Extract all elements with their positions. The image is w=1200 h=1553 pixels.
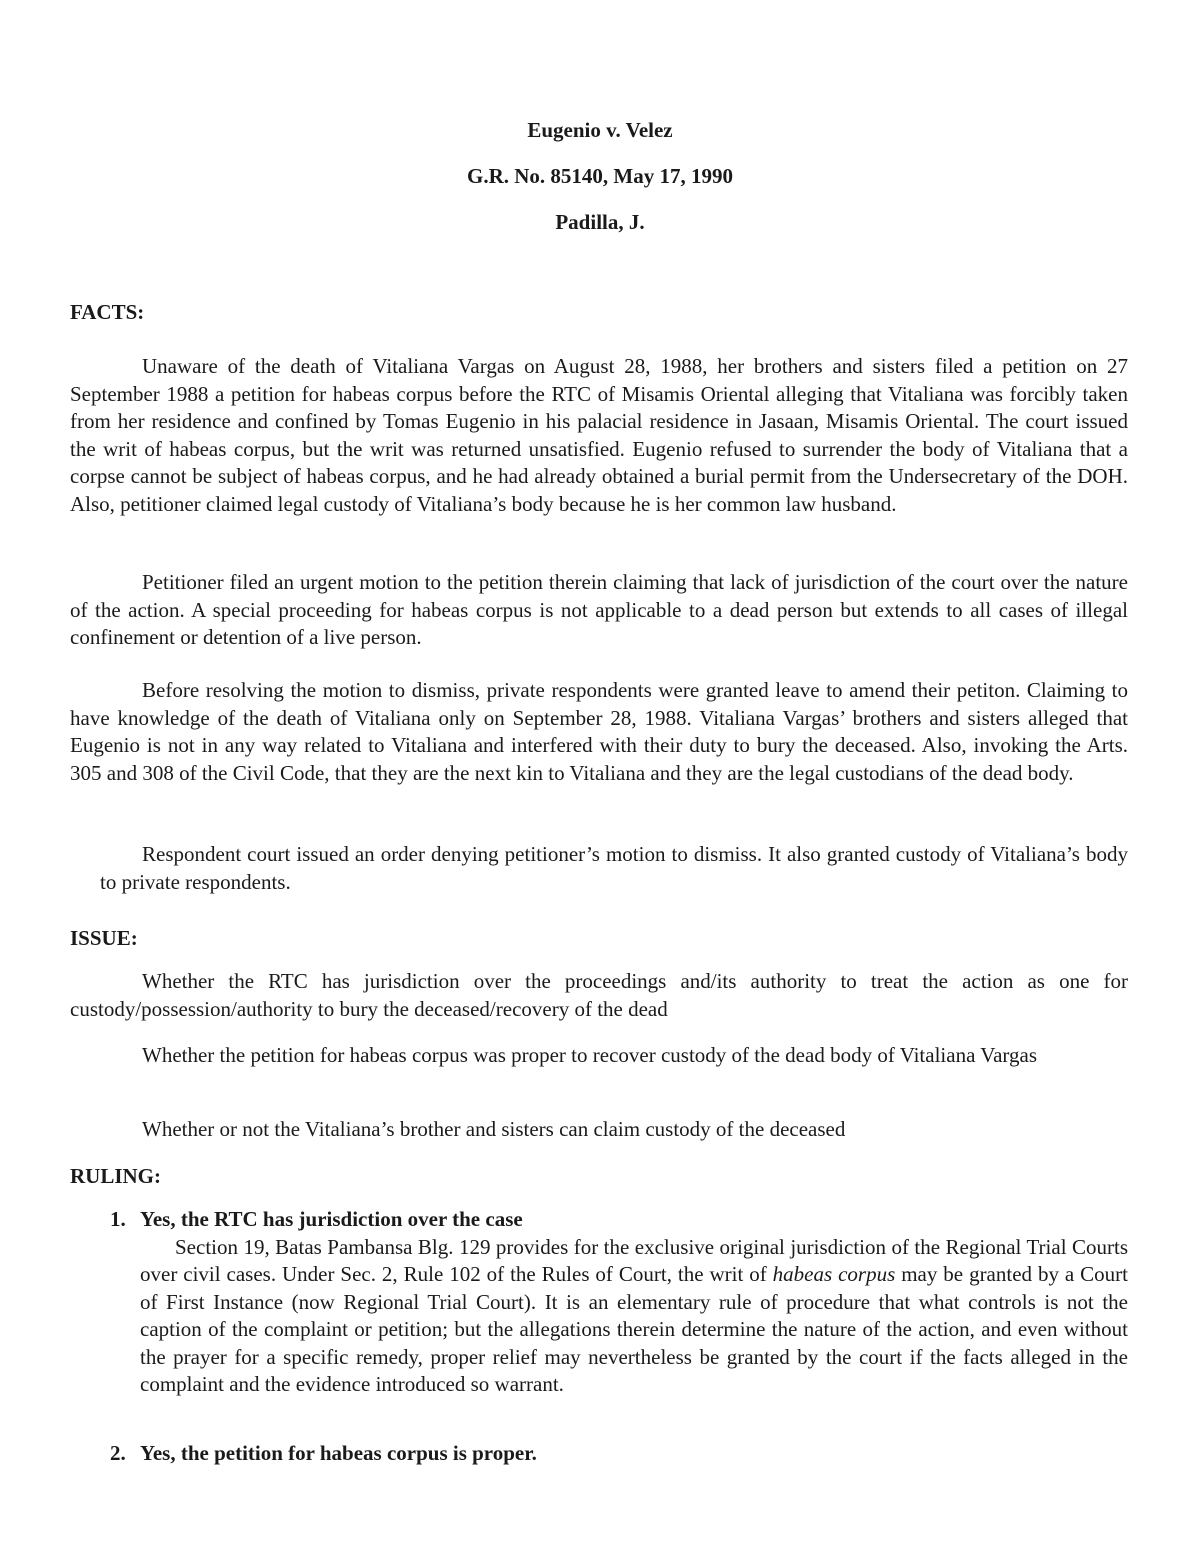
ruling-item-1 bbox=[110, 1206, 1128, 1399]
ruling-item-2 bbox=[110, 1440, 1128, 1468]
case-title: Eugenio v. Velez bbox=[527, 118, 673, 142]
ruling-heading: RULING: bbox=[70, 1164, 162, 1188]
facts-paragraph-4: Respondent court issued an order denying petitioner’s motion to dismiss. It also granted custody of Vitaliana’s body to private respondents. bbox=[100, 842, 1128, 894]
issue-paragraph-1: Whether the RTC has jurisdiction over the proceedings and/its authority to treat the action as one for custody/possession/authority to bury the deceased/recovery of the dead bbox=[70, 969, 1128, 1021]
ruling-body-text-a: Section 19, Batas Pambansa Blg. 129 provides for the exclusive original jurisdiction of the Regional Trial Courts over civil cases. Under Sec. 2, Rule 102 of the Rules of Court, the writ of bbox=[140, 1234, 1128, 1286]
facts-paragraph-2: Petitioner filed an urgent motion to the petition therein claiming that lack of jurisdiction of the court over the nature of the action. A special proceeding for habeas corpus is not applicable to a dead person but extends to all cases of illegal confinement or detention of a live person. bbox=[70, 570, 1128, 649]
ruling-item-number: 2. bbox=[110, 1441, 126, 1465]
facts-paragraph-3: Before resolving the motion to dismiss, private respondents were granted leave to amend their petiton. Claiming to have knowledge of the death of Vitaliana only on September 28, 1988. Vitaliana Vargas’ brothers and sisters alleged that Eugenio is not in any way related to Vitaliana and interfered with their duty to bury the deceased. Also, invoking the Arts. 305 and 308 of the Civil Code, that they are the next kin to Vitaliana and they are the legal custodians of the dead body. bbox=[70, 678, 1128, 785]
ruling-item-title: Yes, the petition for habeas corpus is proper. bbox=[140, 1441, 537, 1465]
ruling-body-italic: habeas corpus bbox=[772, 1262, 896, 1286]
ruling-item-title: Yes, the RTC has jurisdiction over the case bbox=[140, 1207, 523, 1231]
issue-paragraph-2: Whether the petition for habeas corpus was proper to recover custody of the dead body of Vitaliana Vargas bbox=[142, 1043, 1038, 1067]
facts-paragraph-1: Unaware of the death of Vitaliana Vargas on August 28, 1988, her brothers and sisters filed a petition on 27 September 1988 a petition for habeas corpus before the RTC of Misamis Oriental alleging that Vitaliana was forcibly taken from her residence and confined by Tomas Eugenio in his palacial residence in Jasaan, Misamis Oriental. The court issued the writ of habeas corpus, but the writ was returned unsatisfied. Eugenio refused to surrender the body of Vitaliana that a corpse cannot be subject of habeas corpus, and he had already obtained a burial permit from the Undersecretary of the DOH. Also, petitioner claimed legal custody of Vitaliana’s body because he is her common law husband. bbox=[70, 354, 1128, 516]
ruling-item-number: 1. bbox=[110, 1207, 126, 1231]
ruling-body-text-b: may be granted by a Court of First Instance (now Regional Trial Court). It is an elementary rule of procedure that what controls is not the caption of the complaint or petition; but the allegations therein determine the nature of the action, and even without the prayer for a specific remedy, proper relief may nevertheless be granted by the court if the facts alleged in the complaint and the evidence introduced so warrant. bbox=[140, 1262, 1128, 1396]
facts-heading: FACTS: bbox=[70, 300, 145, 324]
issue-heading: ISSUE: bbox=[70, 926, 138, 950]
case-number: G.R. No. 85140, May 17, 1990 bbox=[467, 164, 733, 188]
issue-paragraph-3: Whether or not the Vitaliana’s brother and sisters can claim custody of the deceased bbox=[142, 1117, 846, 1141]
ruling-item-body bbox=[140, 1234, 1128, 1399]
ponente: Padilla, J. bbox=[555, 210, 645, 234]
